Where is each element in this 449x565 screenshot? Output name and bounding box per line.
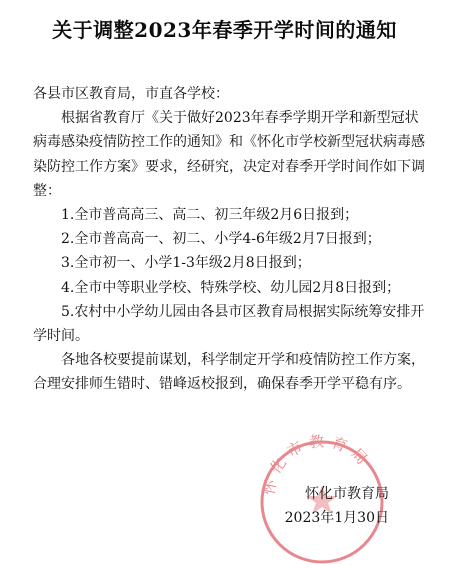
- salutation: 各县市区教育局，市直各学校：: [33, 86, 229, 102]
- list-item-1: 1.全市普高高三、高二、初三年级2月6日报到；: [61, 207, 359, 224]
- document-body: [33, 82, 425, 397]
- signature-date: 2023年1月30日: [284, 510, 389, 526]
- list-item-5: 5.农村中小学幼儿园由各县市区教育局根据实际统筹安排开学时间。: [33, 303, 425, 345]
- list-item-2: 2.全市普高高一、初二、小学4-6年级2月7日报到；: [61, 231, 381, 248]
- seal-text-path: 怀化市教育局: [261, 434, 374, 497]
- signature-block: [285, 482, 389, 530]
- list-item-4: 4.全市中等职业学校、特殊学校、幼儿园2月8日报到；: [61, 279, 401, 296]
- list-item-3: 3.全市初一、小学1-3年级2月8日报到；: [61, 255, 311, 272]
- intro-paragraph: 根据省教育厅《关于做好2023年春季学期开学和新型冠状病毒感染疫情防控工作的通知》和《怀化市学校新型冠状病毒感染防控工作方案》要求，经研究，决定对春季开学时间作如下调整：: [33, 110, 425, 199]
- signature-org: 怀化市教育局: [305, 486, 389, 502]
- closing-paragraph: 各地各校要提前谋划，科学制定开学和疫情防控工作方案，合理安排师生错时、错峰返校报到，确保春季开学平稳有序。: [33, 352, 425, 393]
- document-title: 关于调整2023年春季开学时间的通知: [52, 18, 397, 42]
